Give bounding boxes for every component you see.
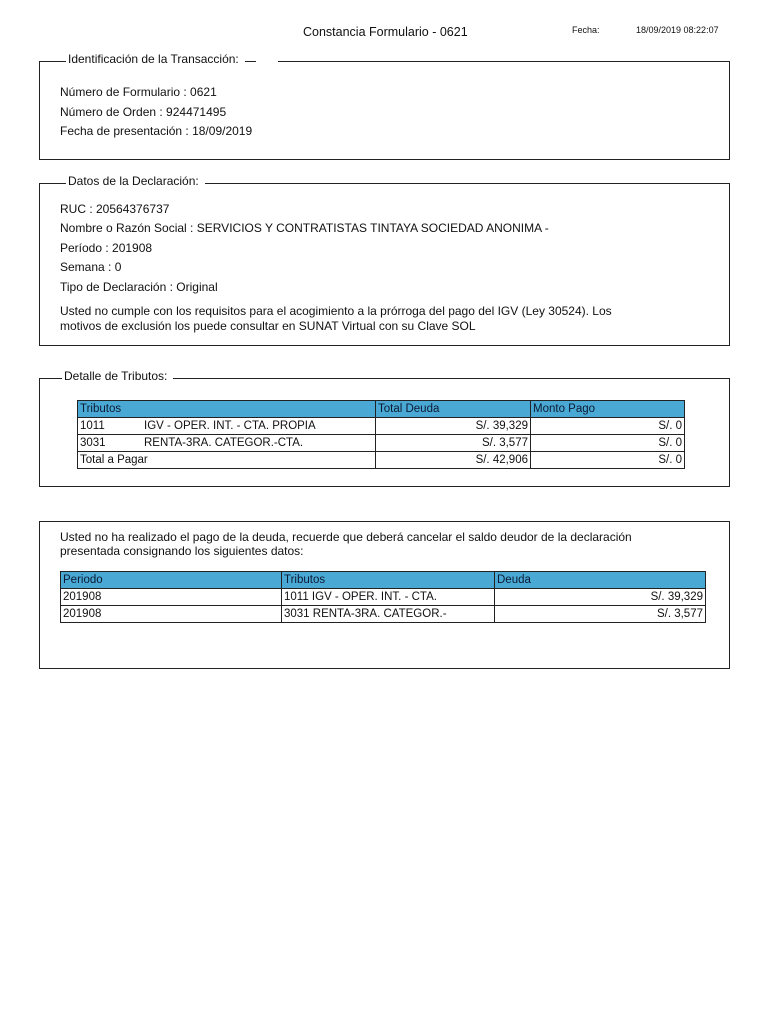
total-row — [78, 452, 685, 469]
header-total-deuda: Total Deuda — [376, 401, 531, 418]
razon-social: Nombre o Razón Social : SERVICIOS Y CONTRATISTAS TINTAYA SOCIEDAD ANONIMA - — [60, 221, 549, 235]
exclusion-message-line-2: motivos de exclusión los puede consultar en SUNAT Virtual con su Clave SOL — [60, 319, 476, 333]
periodo-cell: 201908 — [61, 589, 282, 606]
deuda-cell: S/. 3,577 — [495, 606, 706, 623]
tributo-code: 1011 — [80, 420, 105, 432]
deuda-message-line-1: Usted no ha realizado el pago de la deuda, recuerde que deberá cancelar el saldo deudor de la declaración — [60, 530, 632, 544]
table-row — [61, 606, 706, 623]
table-row — [61, 589, 706, 606]
header-deuda: Deuda — [495, 572, 706, 589]
total-deuda-value: S/. 42,906 — [376, 452, 531, 469]
tributos-header-row — [78, 401, 685, 418]
identificacion-section — [39, 52, 730, 160]
declaracion-legend: Datos de la Declaración: — [66, 174, 205, 188]
tributos-section — [39, 369, 730, 487]
tributo-cell: 3031 RENTA-3RA. CATEGOR.- — [282, 606, 495, 623]
tributo-name: RENTA-3RA. CATEGOR.-CTA. — [144, 437, 304, 449]
periodo: Período : 201908 — [60, 241, 153, 255]
identificacion-legend: Identificación de la Transacción: — [66, 52, 245, 66]
fecha-value: 18/09/2019 08:22:07 — [636, 25, 719, 35]
total-deuda-cell: S/. 39,329 — [376, 418, 531, 435]
header-monto-pago: Monto Pago — [531, 401, 685, 418]
tributos-legend: Detalle de Tributos: — [62, 369, 173, 383]
total-label: Total a Pagar — [78, 452, 376, 469]
declaracion-section — [39, 174, 730, 346]
table-row — [78, 418, 685, 435]
tributo-cell: 1011 IGV - OPER. INT. - CTA. — [282, 589, 495, 606]
tributo-cell — [78, 418, 376, 435]
semana: Semana : 0 — [60, 260, 122, 274]
tributo-name: IGV - OPER. INT. - CTA. PROPIA — [144, 420, 316, 432]
exclusion-message-line-1: Usted no cumple con los requisitos para el acogimiento a la prórroga del pago del IGV (Ley 30524). Los — [60, 304, 612, 318]
periodo-cell: 201908 — [61, 606, 282, 623]
tipo-declaracion: Tipo de Declaración : Original — [60, 280, 218, 294]
header-tributos: Tributos — [78, 401, 376, 418]
tributos-table — [77, 400, 685, 469]
numero-orden: Número de Orden : 924471495 — [60, 105, 227, 119]
deuda-table — [60, 571, 706, 623]
tributo-code: 3031 — [80, 437, 106, 449]
tributo-cell — [78, 435, 376, 452]
header-periodo: Periodo — [61, 572, 282, 589]
document-title: Constancia Formulario - 0621 — [303, 25, 468, 39]
deuda-cell: S/. 39,329 — [495, 589, 706, 606]
deuda-section — [39, 521, 730, 669]
monto-pago-cell: S/. 0 — [531, 418, 685, 435]
total-deuda-cell: S/. 3,577 — [376, 435, 531, 452]
table-row — [78, 435, 685, 452]
total-pago-value: S/. 0 — [531, 452, 685, 469]
deuda-message-line-2: presentada consignando los siguientes datos: — [60, 544, 304, 558]
numero-formulario: Número de Formulario : 0621 — [60, 85, 217, 99]
fecha-label: Fecha: — [572, 25, 600, 35]
deuda-header-row — [61, 572, 706, 589]
ruc: RUC : 20564376737 — [60, 202, 170, 216]
monto-pago-cell: S/. 0 — [531, 435, 685, 452]
header-tributos: Tributos — [282, 572, 495, 589]
fecha-presentacion: Fecha de presentación : 18/09/2019 — [60, 124, 253, 138]
